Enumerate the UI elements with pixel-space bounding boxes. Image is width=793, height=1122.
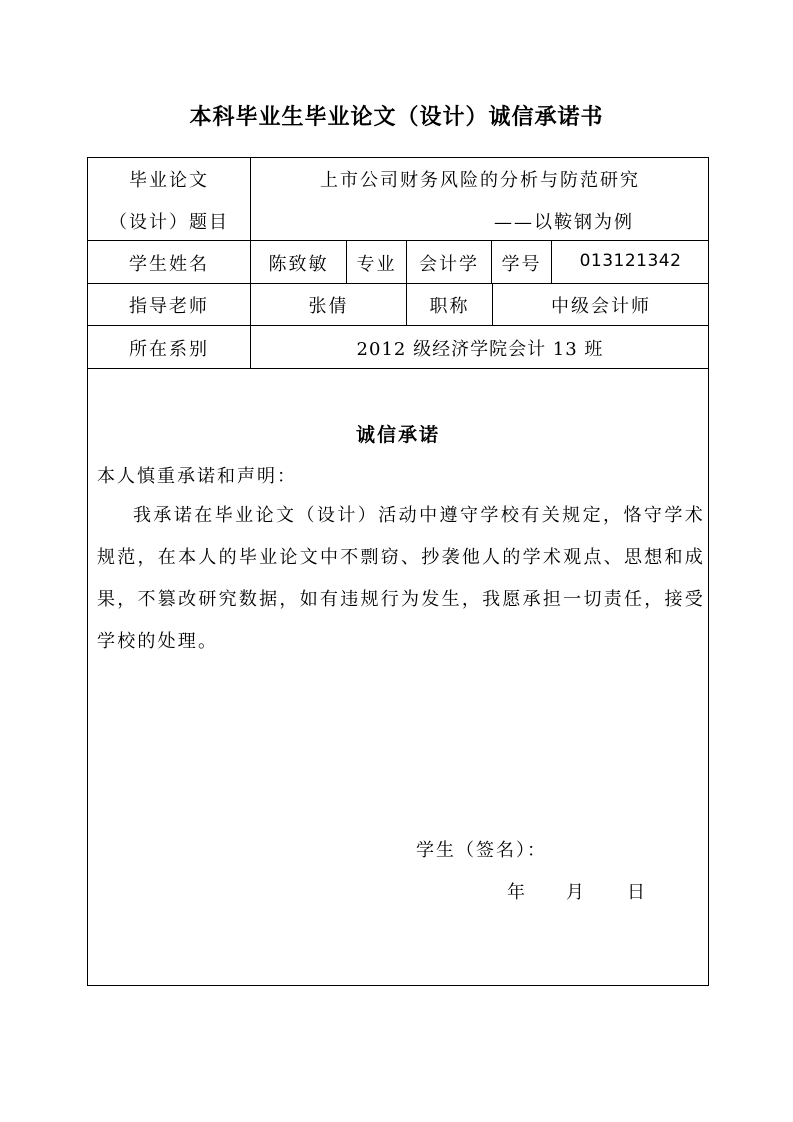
row-divider — [87, 283, 709, 284]
major-label: 专业 — [356, 254, 397, 275]
date-day-label: 日 — [627, 882, 647, 903]
thesis-subtitle: ——以鞍钢为例 — [494, 212, 634, 233]
department: 2012 级经济学院会计 13 班 — [356, 339, 604, 360]
student-name-label: 学生姓名 — [129, 254, 209, 275]
advisor-title-label: 职称 — [429, 296, 470, 317]
date-year-label: 年 — [507, 882, 527, 903]
row-divider — [87, 240, 709, 241]
row-divider — [87, 368, 709, 369]
topic-label-line2: （设计）题目 — [109, 212, 229, 233]
department-label: 所在系别 — [129, 339, 209, 360]
student-id-label: 学号 — [501, 254, 542, 275]
student-name: 陈致敏 — [268, 254, 329, 275]
advisor-name: 张倩 — [308, 296, 349, 317]
signature-label: 学生（签名）： — [416, 840, 547, 861]
advisor-label: 指导老师 — [129, 296, 209, 317]
pledge-heading: 诚信承诺 — [355, 424, 440, 446]
row-divider — [87, 325, 709, 326]
major: 会计学 — [419, 254, 479, 275]
date-month-label: 月 — [566, 882, 586, 903]
topic-label-line1: 毕业论文 — [129, 170, 209, 191]
advisor-title: 中级会计师 — [551, 296, 651, 317]
thesis-topic: 上市公司财务风险的分析与防范研究 — [320, 170, 640, 191]
student-id: 013121342 — [579, 251, 682, 271]
page-title: 本科毕业生毕业论文（设计）诚信承诺书 — [189, 105, 604, 130]
pledge-body: 我承诺在毕业论文（设计）活动中遵守学校有关规定，恪守学术规范，在本人的毕业论文中不剽窃、抄袭他人的学术观点、思想和成果，不篡改研究数据，如有违规行为发生，我愿承担一切责任，接受学校的处理。 — [97, 505, 705, 652]
pledge-intro: 本人慎重承诺和声明： — [97, 466, 297, 487]
